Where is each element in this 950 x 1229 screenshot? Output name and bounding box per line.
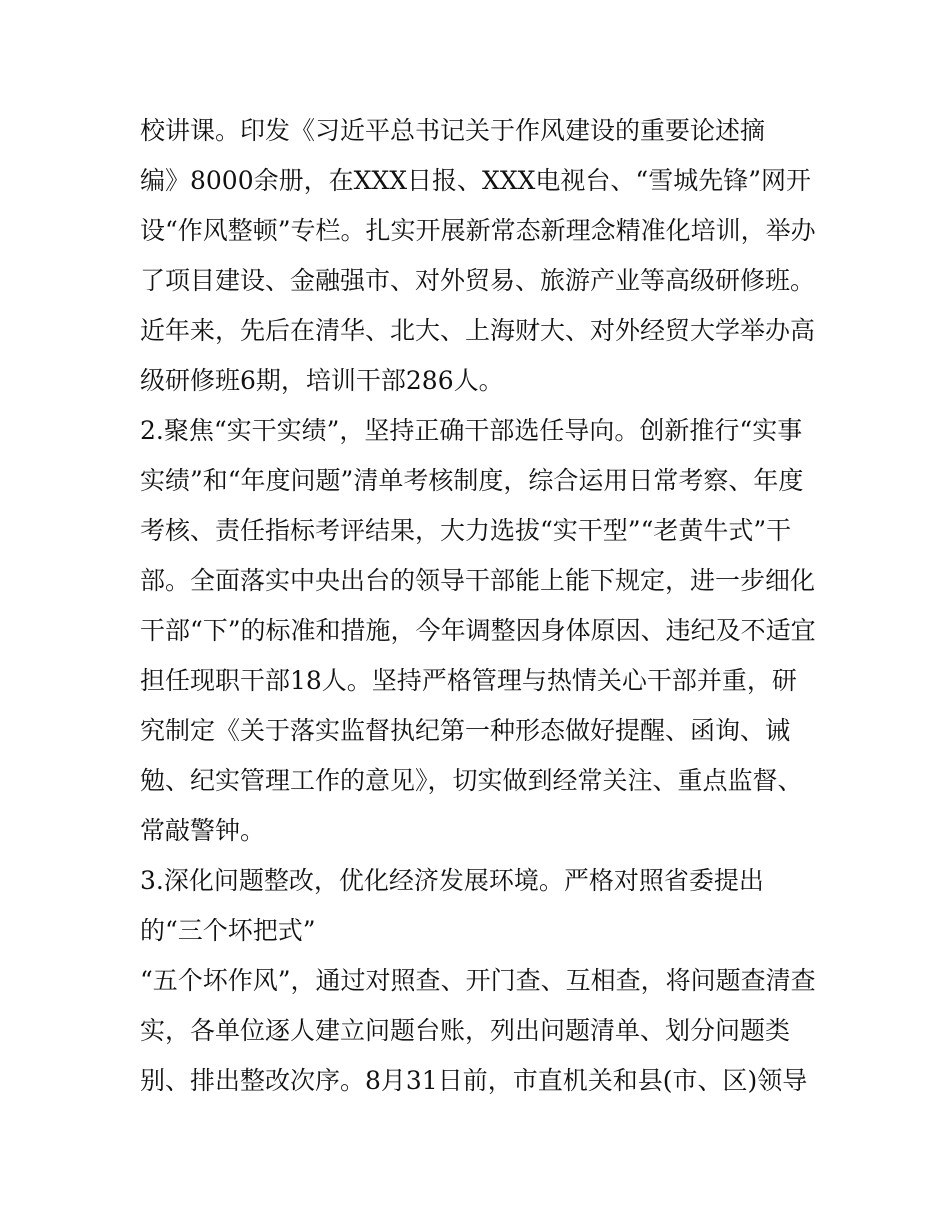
text-line: 的“三个坏把式” [140, 916, 316, 945]
text-line: 3.深化问题整改，优化经济发展环境。严格对照省委提出 [140, 866, 764, 895]
document-body [140, 106, 830, 1106]
text-line: 实，各单位逐人建立问题台账，列出问题清单、划分问题类 [140, 1016, 791, 1045]
text-line: 近年来，先后在清华、北大、上海财大、对外经贸大学举办高 [140, 316, 816, 345]
text-line: 勉、纪实管理工作的意见》，切实做到经常关注、重点监督、 [140, 766, 803, 795]
text-line: “五个坏作风”，通过对照查、开门查、互相查，将问题查清查 [140, 966, 816, 995]
text-line: 别、排出整改次序。8月31日前，市直机关和县(市、区)领导 [140, 1066, 808, 1095]
text-line: 担任现职干部18人。坚持严格管理与热情关心干部并重，研 [140, 666, 797, 695]
text-line: 究制定《关于落实监督执纪第一种形态做好提醒、函询、诫 [140, 716, 791, 745]
text-line: 了项目建设、金融强市、对外贸易、旅游产业等高级研修班。 [140, 266, 816, 295]
text-line: 考核、责任指标考评结果，大力选拔“实干型”“老黄牛式”干 [140, 516, 792, 545]
text-line: 2.聚焦“实干实绩”，坚持正确干部选任导向。创新推行“实事 [140, 416, 803, 445]
text-line: 设“作风整顿”专栏。扎实开展新常态新理念精准化培训，举办 [140, 216, 816, 245]
text-line: 部。全面落实中央出台的领导干部能上能下规定，进一步细化 [140, 566, 816, 595]
text-line: 级研修班6期，培训干部286人。 [140, 366, 504, 395]
text-line: 实绩”和“年度问题”清单考核制度，综合运用日常考察、年度 [140, 466, 804, 495]
text-line: 校讲课。印发《习近平总书记关于作风建设的重要论述摘 [140, 116, 766, 145]
text-line: 编》8000余册，在XXX日报、XXX电视台、“雪城先锋”网开 [140, 166, 811, 195]
text-line: 干部“下”的标准和措施，今年调整因身体原因、违纪及不适宜 [140, 616, 816, 645]
text-line: 常敲警钟。 [140, 816, 266, 845]
